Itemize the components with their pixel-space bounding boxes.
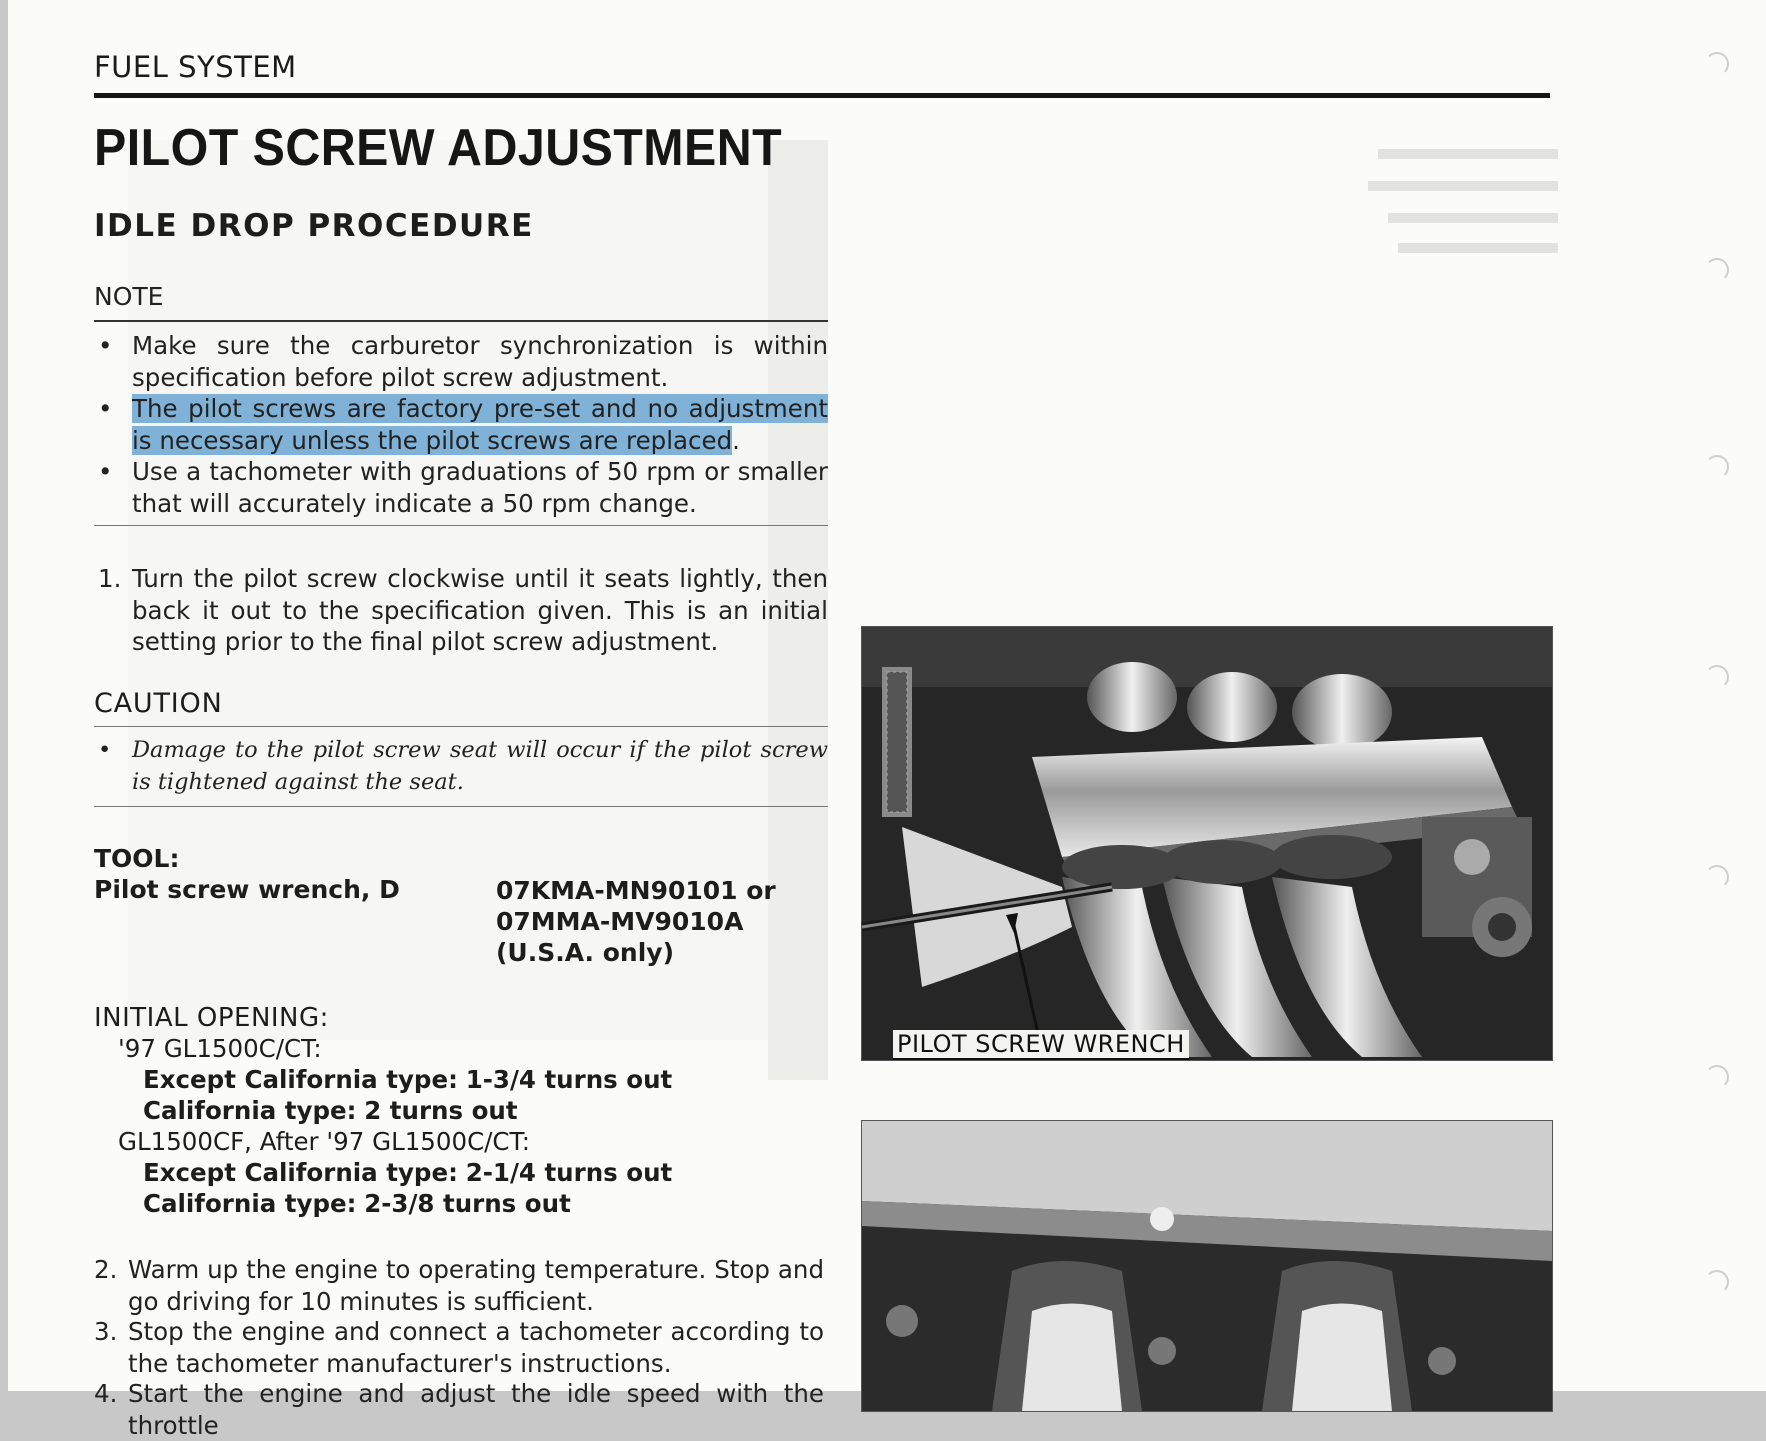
spec-line: Except California type: 2-1/4 turns out (143, 1158, 673, 1187)
highlighted-text[interactable]: The pilot screws are factory pre-set and no adjustment is necessary unless the pilot screws are replaced (132, 394, 828, 455)
carburetor-photo (861, 626, 1553, 1061)
caution-bottom-rule (94, 806, 828, 807)
margin-mark (1705, 865, 1729, 889)
note-item: • The pilot screws are factory pre-set and no adjustment is necessary unless the pilot screws are replaced. (94, 393, 828, 456)
page-title: PILOT SCREW ADJUSTMENT (94, 119, 783, 177)
carburetor-closeup-photo (861, 1120, 1553, 1412)
carburetor-closeup-illustration (862, 1121, 1552, 1411)
note-bottom-rule (94, 525, 828, 526)
spec-line: Except California type: 1-3/4 turns out (143, 1065, 673, 1094)
tool-label: TOOL: (94, 844, 180, 873)
manual-page (8, 0, 1766, 1440)
bleed-through-lines (1368, 140, 1568, 260)
caution-label: CAUTION (94, 688, 223, 719)
caution-text: • Damage to the pilot screw seat will occur if the pilot screw is tightened against the seat. (94, 735, 828, 798)
margin-mark (1705, 1270, 1729, 1294)
margin-mark (1705, 1065, 1729, 1089)
tool-part-numbers: 07KMA-MN90101 or 07MMA-MV9010A (U.S.A. only) (496, 876, 776, 967)
section-header: FUEL SYSTEM (94, 50, 297, 84)
caution-top-rule (94, 726, 828, 727)
figure-label: PILOT SCREW WRENCH (893, 1030, 1189, 1060)
margin-mark (1705, 52, 1729, 76)
carburetor-photo-illustration (862, 627, 1552, 1060)
initial-opening-label: INITIAL OPENING: (94, 1003, 329, 1033)
margin-mark (1705, 258, 1729, 282)
step-1: 1. Turn the pilot screw clockwise until it seats lightly, then back it out to the specification given. This is an initial setting prior to the final pilot screw adjustment. (98, 564, 828, 656)
note-item: • Use a tachometer with graduations of 50 rpm or smaller that will accurately indicate a 50 rpm change. (94, 456, 828, 519)
margin-mark (1705, 665, 1729, 689)
header-rule (94, 93, 1550, 98)
spec-line: California type: 2-3/8 turns out (143, 1189, 571, 1218)
margin-mark (1705, 455, 1729, 479)
note-top-rule (94, 320, 828, 322)
step-4: 4. Start the engine and adjust the idle speed with the throttle (94, 1379, 824, 1440)
procedure-subtitle: IDLE DROP PROCEDURE (94, 208, 534, 244)
note-item: • Make sure the carburetor synchronization is within specification before pilot screw adjustment. (94, 330, 828, 393)
model-heading: GL1500CF, After '97 GL1500C/CT: (118, 1127, 531, 1156)
tool-name: Pilot screw wrench, D (94, 875, 400, 904)
note-list (94, 330, 828, 519)
model-heading: '97 GL1500C/CT: (118, 1034, 322, 1063)
step-2: 2. Warm up the engine to operating temperature. Stop and go driving for 10 minutes is sufficient. (94, 1255, 824, 1316)
step-3: 3. Stop the engine and connect a tachometer according to the tachometer manufacturer's instructions. (94, 1317, 824, 1378)
note-label: NOTE (94, 282, 164, 311)
spec-line: California type: 2 turns out (143, 1096, 518, 1125)
